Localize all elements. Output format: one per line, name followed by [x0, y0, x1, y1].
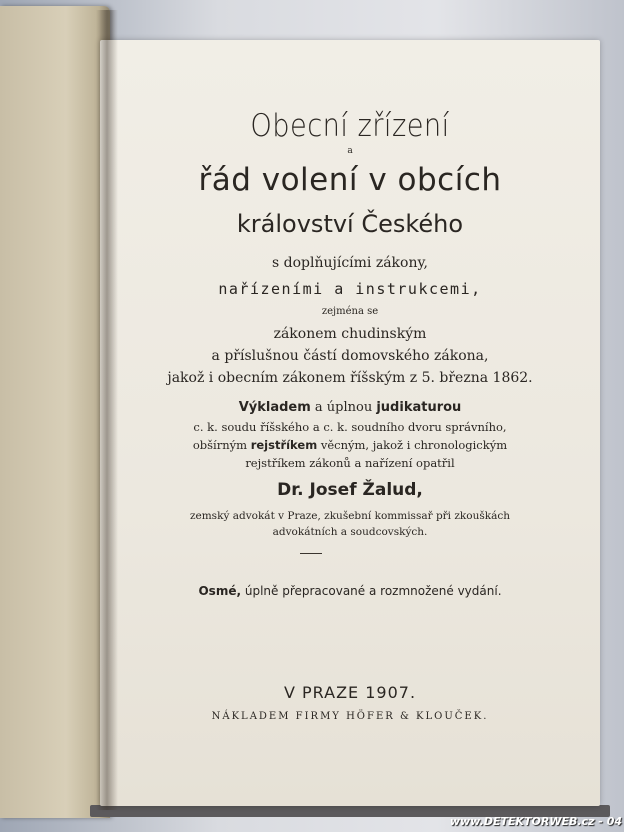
author-affiliation-1: zemský advokát v Praze, zkušební kommissař při zkouškách — [189, 510, 511, 522]
commentary-line-4: rejstříkem zákonů a nařízení opatřil — [245, 456, 455, 470]
commentary-line-2: c. k. soudu říšského a c. k. soudního dvoru správního, — [193, 420, 507, 434]
subtitle-line-3: zejména se — [321, 306, 379, 317]
watermark: www.DETEKTORWEB.cz - 04 — [449, 815, 622, 828]
title-line-3: království Českého — [236, 210, 464, 238]
spine-shadow — [96, 10, 118, 810]
commentary-bold-2: judikaturou — [376, 400, 462, 415]
place-year: V PRAZE 1907. — [283, 683, 417, 702]
left-page — [0, 6, 110, 818]
publisher: NÁKLADEM FIRMY HÖFER & KLOUČEK. — [211, 711, 489, 722]
subtitle-line-4: zákonem chudinským — [273, 326, 427, 342]
commentary-line-1 — [100, 400, 600, 415]
edition-rest: úplně přepracované a rozmnožené vydání. — [241, 584, 502, 598]
author-affiliation-2: advokátních a soudcovských. — [272, 526, 428, 538]
edition-bold: Osmé, — [198, 584, 242, 598]
commentary-mid: a úplnou — [310, 400, 377, 415]
subtitle-line-5: a příslušnou částí domovského zákona, — [211, 348, 489, 364]
author-name: Dr. Josef Žalud, — [277, 480, 423, 500]
commentary-3-pre: obšírným — [192, 438, 251, 452]
edition-line — [100, 584, 600, 598]
subtitle-line-2: nařízeními a instrukcemi, — [218, 280, 482, 298]
divider-rule — [300, 553, 322, 554]
subtitle-line-6: jakož i obecním zákonem říšským z 5. března 1862. — [167, 370, 533, 386]
commentary-3-post: věcným, jakož i chronologickým — [317, 438, 508, 452]
subtitle-line-1: s doplňujícími zákony, — [272, 255, 428, 271]
commentary-bold-1: Výkladem — [238, 400, 311, 415]
commentary-3-bold: rejstříkem — [250, 438, 318, 452]
title-page — [100, 40, 600, 806]
title-line-2: řád volení v obcích — [198, 162, 502, 198]
title-line-1: Obecní zřízení — [250, 108, 450, 144]
commentary-line-3 — [100, 438, 600, 452]
title-conjunction: a — [347, 146, 353, 156]
